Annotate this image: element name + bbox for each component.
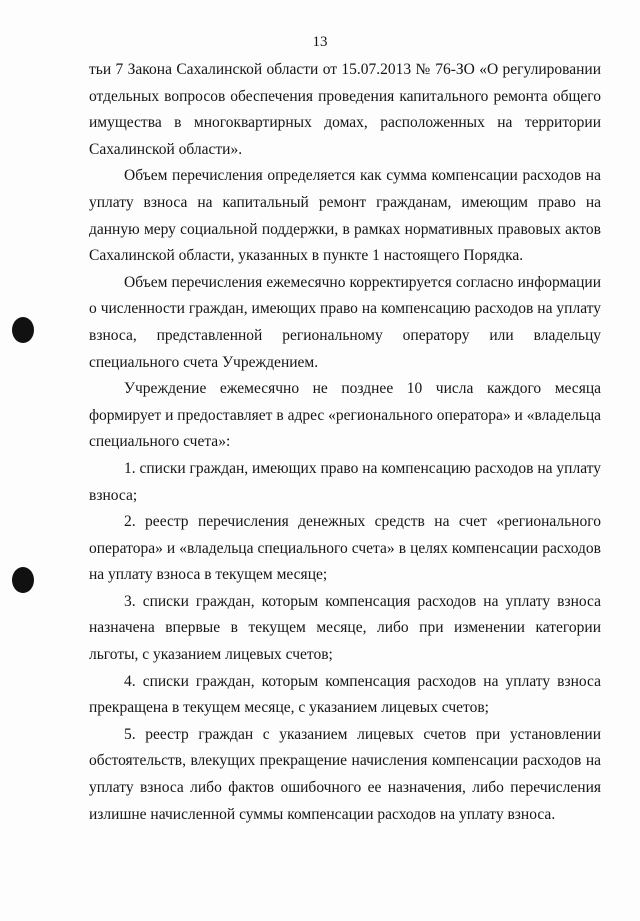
page-number: 13 (312, 34, 328, 50)
paragraph-monthly-adjustment: Объем перечисления ежемесячно корректируется согласно информации о численности граждан, имеющих право на компенсацию расходов на уплату взноса, представленной региональному оператору или владельцу специального счета Учреждением. (89, 273, 601, 371)
document-body (89, 57, 601, 828)
list-item-1: 1. списки граждан, имеющих право на компенсацию расходов на уплату взноса; (89, 459, 601, 504)
list-item-3: 3. списки граждан, которым компенсация расходов на уплату взноса назначена впервые в текущем месяце, либо при изменении категории льготы, с указанием лицевых счетов; (89, 592, 601, 664)
paragraph-law-reference: тьи 7 Закона Сахалинской области от 15.07.2013 № 76-ЗО «О регулировании отдельных вопросов обеспечения проведения капитального ремонта общего имущества в многоквартирных домах, расположенных на территории Сахалинской области». (89, 61, 601, 158)
list-item-2: 2. реестр перечисления денежных средств на счет «регионального оператора» и «владельца специального счета» в целях компенсации расходов на уплату взноса в текущем месяце; (89, 513, 601, 584)
paragraph-institution-duties: Учреждение ежемесячно не позднее 10 числа каждого месяца формирует и предоставляет в адрес «регионального оператора» и «владельца специального счета»: (89, 380, 601, 451)
punch-hole-mark (12, 567, 34, 593)
paragraph-transfer-volume: Объем перечисления определяется как сумма компенсации расходов на уплату взноса на капитальный ремонт гражданам, имеющим право на данную меру социальной поддержки, в рамках нормативных правовых актов Сахалинской области, указанных в пункте 1 настоящего Порядка. (89, 167, 601, 265)
punch-hole-mark (12, 317, 34, 343)
list-item-4: 4. списки граждан, которым компенсация расходов на уплату взноса прекращена в текущем месяце, с указанием лицевых счетов; (89, 672, 601, 717)
list-item-5: 5. реестр граждан с указанием лицевых счетов при установлении обстоятельств, влекущих прекращение начисления компенсации расходов на уплату взноса либо фактов ошибочного ее назначения, либо перечисления излишне начисленной суммы компенсации расходов на уплату взноса. (89, 725, 601, 823)
